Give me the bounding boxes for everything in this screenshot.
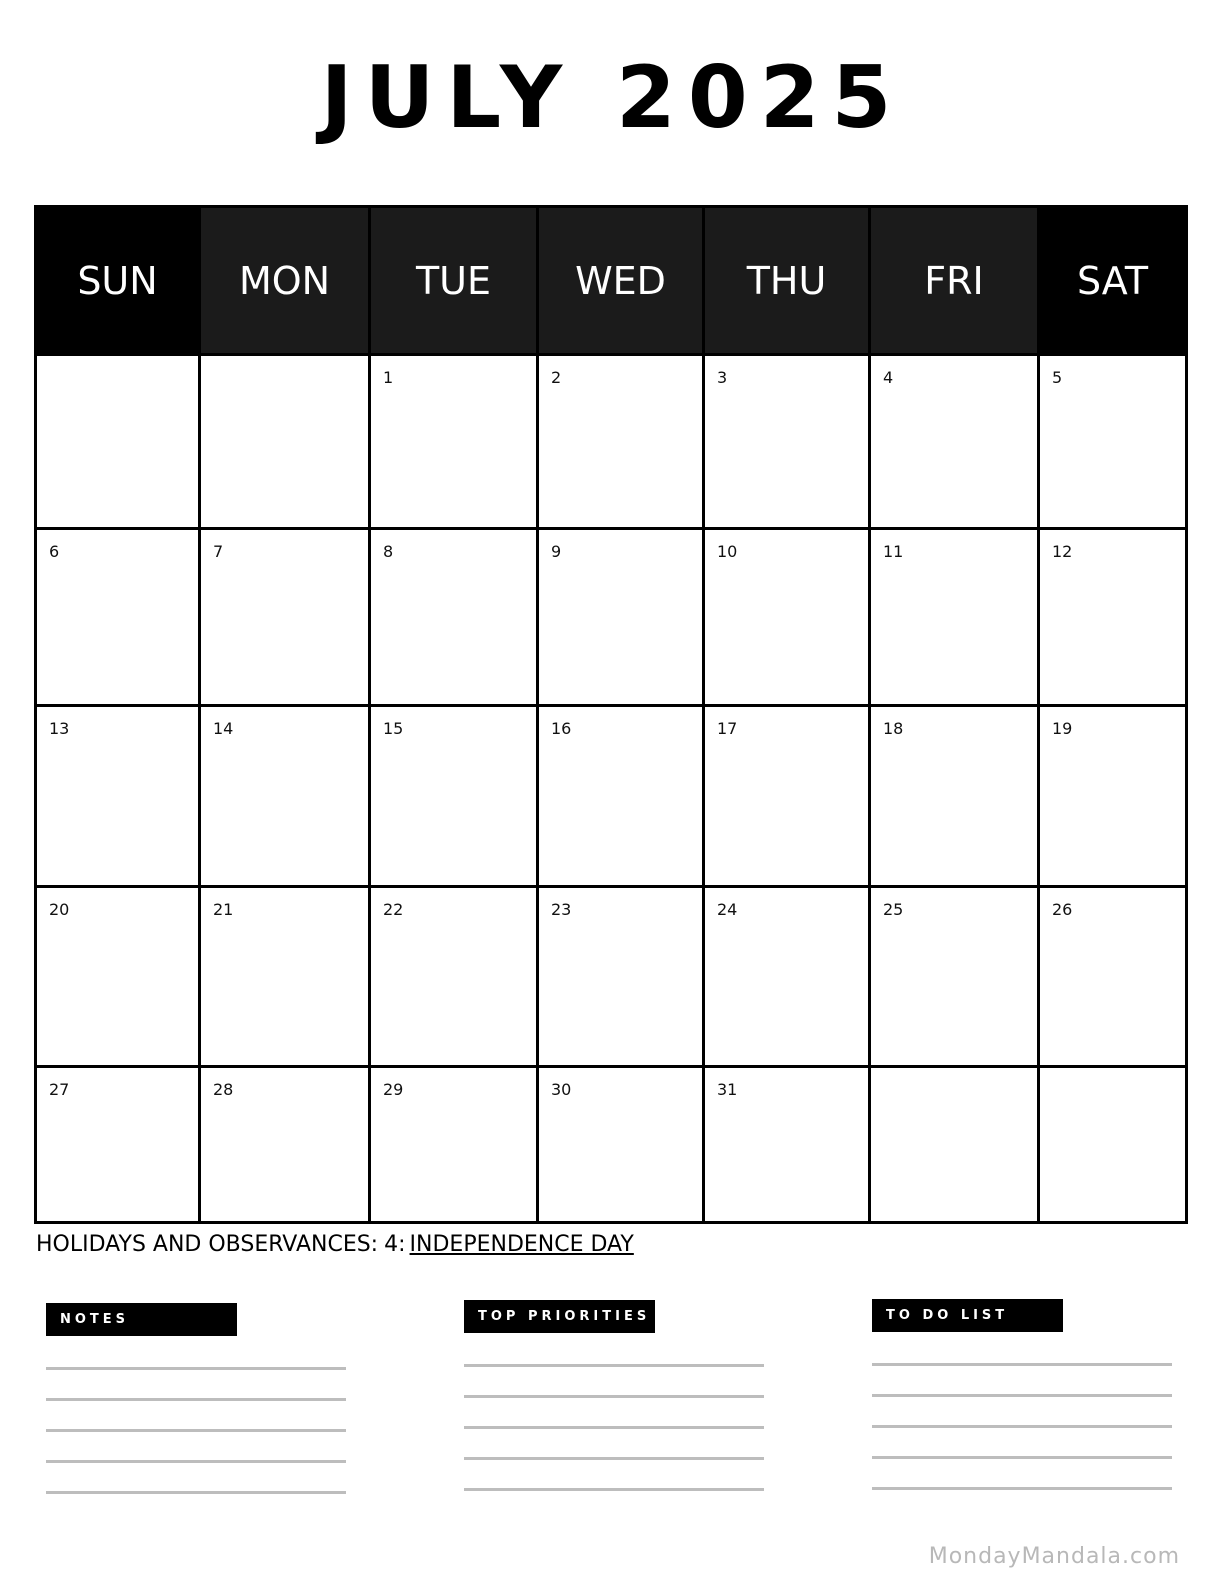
day-cell: [1040, 1068, 1185, 1221]
day-number: 26: [1052, 900, 1073, 919]
writing-line: [872, 1487, 1172, 1490]
writing-line: [872, 1425, 1172, 1428]
day-cell: [1040, 530, 1185, 704]
day-cell: [201, 1068, 368, 1221]
day-cell: [201, 707, 368, 885]
day-cell: [201, 888, 368, 1065]
day-cell: [37, 707, 198, 885]
weekday-header-thu: THU: [705, 208, 868, 353]
day-cell: [1040, 356, 1185, 527]
day-number: 22: [383, 900, 404, 919]
holiday-date: 4:: [384, 1232, 406, 1257]
weekday-header-mon: MON: [201, 208, 368, 353]
day-number: 11: [883, 542, 904, 561]
to-do-list-heading: TO DO LIST: [872, 1299, 1063, 1332]
day-number: 21: [213, 900, 234, 919]
holiday-name-link[interactable]: INDEPENDENCE DAY: [409, 1232, 634, 1257]
day-cell: [705, 530, 868, 704]
day-number: 10: [717, 542, 738, 561]
day-cell: [539, 707, 702, 885]
weekday-header-sat: SAT: [1040, 208, 1185, 353]
day-number: 2: [551, 368, 562, 387]
to-do-list-section: [872, 1299, 1172, 1490]
day-number: 1: [383, 368, 394, 387]
notes-section: [46, 1303, 346, 1494]
day-number: 24: [717, 900, 738, 919]
writing-line: [464, 1395, 764, 1398]
day-cell: [1040, 888, 1185, 1065]
writing-line: [464, 1364, 764, 1367]
notes-heading: NOTES: [46, 1303, 237, 1336]
day-cell: [705, 888, 868, 1065]
writing-line: [46, 1460, 346, 1463]
day-cell: [871, 356, 1037, 527]
writing-line: [872, 1363, 1172, 1366]
day-cell: [871, 530, 1037, 704]
day-number: 15: [383, 719, 404, 738]
day-cell: [37, 356, 198, 527]
day-cell: [871, 888, 1037, 1065]
day-cell: [871, 1068, 1037, 1221]
day-cell: [539, 888, 702, 1065]
day-number: 13: [49, 719, 70, 738]
day-number: 9: [551, 542, 562, 561]
day-cell: [371, 707, 536, 885]
to-do-list-lines: [872, 1363, 1172, 1490]
top-priorities-heading: TOP PRIORITIES: [464, 1300, 655, 1333]
writing-line: [464, 1426, 764, 1429]
day-cell: [371, 356, 536, 527]
day-number: 7: [213, 542, 224, 561]
day-number: 18: [883, 719, 904, 738]
day-number: 25: [883, 900, 904, 919]
day-cell: [371, 888, 536, 1065]
day-number: 5: [1052, 368, 1063, 387]
day-number: 28: [213, 1080, 234, 1099]
top-priorities-lines: [464, 1364, 764, 1491]
day-number: 27: [49, 1080, 70, 1099]
day-number: 3: [717, 368, 728, 387]
day-number: 12: [1052, 542, 1073, 561]
day-cell: [705, 1068, 868, 1221]
day-number: 4: [883, 368, 894, 387]
weekday-header-tue: TUE: [371, 208, 536, 353]
day-number: 16: [551, 719, 572, 738]
day-number: 30: [551, 1080, 572, 1099]
day-cell: [1040, 707, 1185, 885]
day-cell: [539, 1068, 702, 1221]
day-cell: [37, 888, 198, 1065]
day-cell: [201, 530, 368, 704]
writing-line: [46, 1429, 346, 1432]
day-number: 31: [717, 1080, 738, 1099]
writing-line: [872, 1456, 1172, 1459]
weekday-header-fri: FRI: [871, 208, 1037, 353]
day-cell: [871, 707, 1037, 885]
day-cell: [705, 356, 868, 527]
writing-line: [46, 1491, 346, 1494]
day-cell: [201, 356, 368, 527]
day-number: 6: [49, 542, 60, 561]
day-cell: [705, 707, 868, 885]
writing-line: [464, 1488, 764, 1491]
writing-line: [872, 1394, 1172, 1397]
top-priorities-section: [464, 1300, 764, 1491]
site-watermark: MondayMandala.com: [928, 1544, 1180, 1569]
day-number: 8: [383, 542, 394, 561]
day-number: 23: [551, 900, 572, 919]
day-cell: [37, 1068, 198, 1221]
writing-line: [46, 1367, 346, 1370]
day-cell: [539, 356, 702, 527]
holidays-label: HOLIDAYS AND OBSERVANCES:: [36, 1232, 379, 1257]
day-number: 19: [1052, 719, 1073, 738]
weekday-header-sun: SUN: [37, 208, 198, 353]
day-cell: [37, 530, 198, 704]
writing-line: [46, 1398, 346, 1401]
day-cell: [539, 530, 702, 704]
writing-line: [464, 1457, 764, 1460]
day-number: 29: [383, 1080, 404, 1099]
day-cell: [371, 530, 536, 704]
holidays-line: [36, 1232, 634, 1257]
notes-lines: [46, 1367, 346, 1494]
day-number: 20: [49, 900, 70, 919]
day-number: 14: [213, 719, 234, 738]
day-number: 17: [717, 719, 738, 738]
weekday-header-wed: WED: [539, 208, 702, 353]
page-title: JULY 2025: [320, 48, 904, 148]
day-cell: [371, 1068, 536, 1221]
calendar-grid: [34, 205, 1188, 1224]
